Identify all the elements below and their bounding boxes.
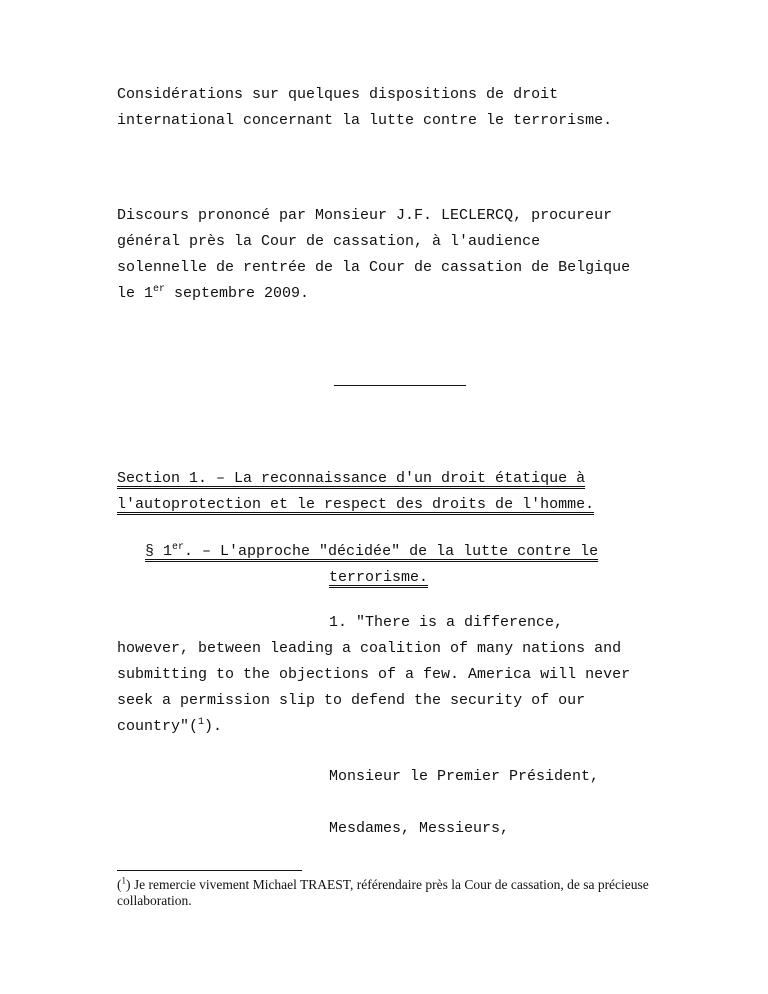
quote-line-2: however, between leading a coalition of many nations and [117, 640, 622, 657]
footnote [117, 877, 677, 909]
subsection-sup: er [172, 542, 185, 553]
speech-date-prefix: le 1 [117, 285, 154, 302]
footnote-open: ( [117, 877, 122, 892]
salutation-1: Monsieur le Premier Président, [329, 768, 600, 785]
separator-rule [334, 385, 466, 386]
subsection-suffix: . – L'approche "décidée" de la lutte contre le [184, 543, 599, 560]
section-heading-line-2: l'autoprotection et le respect des droits de l'homme. [117, 496, 595, 513]
quote-end-prefix: country"( [117, 718, 199, 735]
quote-end-suffix: ). [204, 718, 223, 735]
title-line-2: international concernant la lutte contre le terrorisme. [117, 112, 613, 129]
quote-line-4: seek a permission slip to defend the security of our [117, 692, 586, 709]
speech-line-2: général près la Cour de cassation, à l'audience [117, 233, 541, 250]
speech-date [117, 281, 309, 307]
speech-line-1: Discours prononcé par Monsieur J.F. LECLERCQ, procureur [117, 207, 613, 224]
speech-line-3: solennelle de rentrée de la Cour de cassation de Belgique [117, 259, 631, 276]
footnote-separator [117, 870, 302, 871]
salutation-2: Mesdames, Messieurs, [329, 820, 510, 837]
speech-date-suffix: septembre 2009. [165, 285, 310, 302]
title-line-1: Considérations sur quelques dispositions de droit [117, 86, 559, 103]
speech-date-sup: er [153, 284, 166, 295]
footnote-number: 1 [121, 875, 126, 886]
subsection-heading-line-1 [145, 539, 598, 565]
footnote-ref: 1 [198, 717, 205, 728]
subsection-prefix: § 1 [145, 543, 173, 560]
quote-line-5 [117, 714, 222, 740]
quote-line-3: submitting to the objections of a few. America will never [117, 666, 631, 683]
subsection-heading-line-2: terrorisme. [329, 569, 429, 586]
quote-line-1: 1. "There is a difference, [329, 614, 564, 631]
section-heading-line-1: Section 1. – La reconnaissance d'un droit étatique à [117, 470, 586, 487]
footnote-text: ) Je remercie vivement Michael TRAEST, référendaire près la Cour de cassation, de sa précieuse collaboration. [117, 877, 649, 908]
